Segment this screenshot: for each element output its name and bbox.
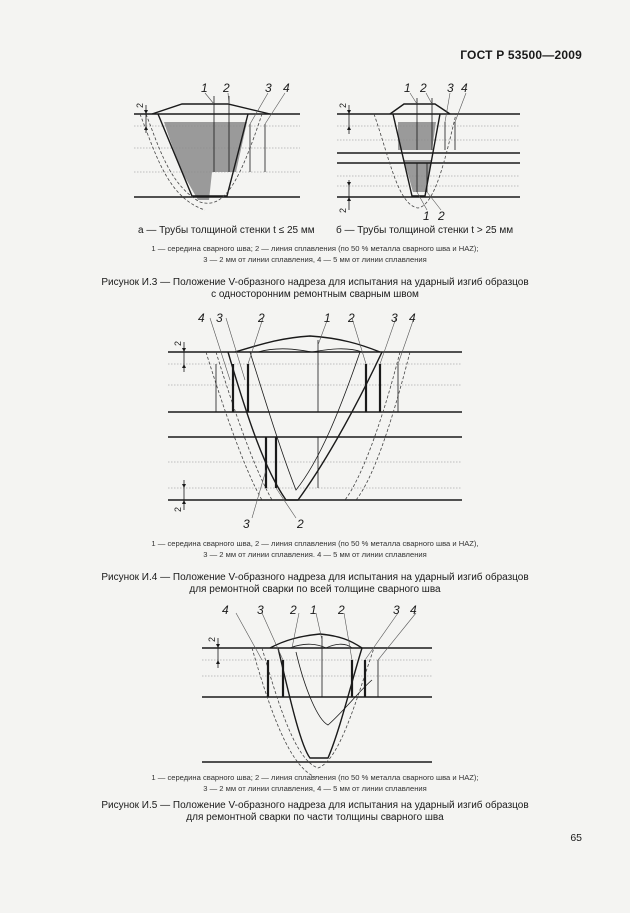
figure-3b-subtitle: б — Трубы толщиной стенки t > 25 мм xyxy=(336,225,514,236)
label-2-bottom: 2 xyxy=(297,517,304,531)
figure-5-diagram xyxy=(202,613,432,778)
label-3-right: 3 xyxy=(391,311,398,325)
label-1: 1 xyxy=(324,311,331,325)
label-3-bottom: 3 xyxy=(243,517,250,531)
label-2: 2 xyxy=(223,81,230,95)
label-3: 3 xyxy=(265,81,272,95)
standard-header: ГОСТ Р 53500—2009 xyxy=(460,48,582,62)
figure-4-caption-line1: Рисунок И.4 — Положение V-образного надреза для испытания на ударный изгиб образцов xyxy=(101,572,529,583)
figure-3-legend-line2: 3 — 2 мм от линии сплавления, 4 — 5 мм от линии сплавления xyxy=(203,255,427,264)
label-3: 3 xyxy=(447,81,454,95)
figure-3a-diagram xyxy=(134,93,300,210)
dim-2mm-bottom: 2 xyxy=(173,506,183,512)
label-2-left: 2 xyxy=(258,311,265,325)
figure-3-caption-line1: Рисунок И.3 — Положение V-образного надреза для испытания на ударный изгиб образцов xyxy=(101,277,529,288)
label-1: 1 xyxy=(310,603,317,617)
figure-4-caption-line2: для ремонтной сварки по всей толщине сварного шва xyxy=(189,584,441,595)
figure-5-legend-line2: 3 — 2 мм от линии сплавления, 4 — 5 мм от линии сплавления xyxy=(203,784,427,793)
label-4-right: 4 xyxy=(409,311,416,325)
label-4-left: 4 xyxy=(198,311,205,325)
label-2-bottom: 2 xyxy=(438,209,445,223)
figure-4-diagram xyxy=(168,318,462,518)
dim-2mm: 2 xyxy=(207,636,217,642)
label-2-right: 2 xyxy=(348,311,355,325)
figure-4-labels xyxy=(173,311,416,531)
label-3-left: 3 xyxy=(257,603,264,617)
figure-5-labels xyxy=(207,603,417,642)
label-2-left: 2 xyxy=(290,603,297,617)
label-1: 1 xyxy=(201,81,208,95)
label-4-right: 4 xyxy=(410,603,417,617)
figure-5-caption-line2: для ремонтной сварки по части толщины сварного шва xyxy=(186,812,444,823)
figure-3a-subtitle: а — Трубы толщиной стенки t ≤ 25 мм xyxy=(138,225,315,236)
label-1: 1 xyxy=(404,81,411,95)
figure-3-caption-line2: с односторонним ремонтным сварным швом xyxy=(211,289,419,300)
label-4-left: 4 xyxy=(222,603,229,617)
dim-2mm-bottom: 2 xyxy=(338,207,348,213)
figure-3-legend-line1: 1 — середина сварного шва; 2 — линия сплавления (по 50 % металла сварного шва и HAZ); xyxy=(151,244,479,253)
dim-2mm-top: 2 xyxy=(338,102,348,108)
figure-4-legend-line1: 1 — середина сварного шва, 2 — линия сплавления (по 50 % металла сварного шва и HAZ), xyxy=(151,539,479,548)
dim-2mm: 2 xyxy=(135,102,145,108)
label-4: 4 xyxy=(461,81,468,95)
dim-2mm-top: 2 xyxy=(173,340,183,346)
figure-4-legend-line2: 3 — 2 мм от линии сплавления. 4 — 5 мм от линии сплавления xyxy=(203,550,427,559)
figure-3b-diagram xyxy=(337,93,520,210)
page-number: 65 xyxy=(570,832,582,844)
label-2-right: 2 xyxy=(338,603,345,617)
figure-5-caption-line1: Рисунок И.5 — Положение V-образного надреза для испытания на ударный изгиб образцов xyxy=(101,800,529,811)
label-1-bottom: 1 xyxy=(423,209,430,223)
figure-5-legend-line1: 1 — середина сварного шва; 2 — линия сплавления (по 50 % металла сварного шва и HAZ); xyxy=(151,773,479,782)
label-3-left: 3 xyxy=(216,311,223,325)
label-3-right: 3 xyxy=(393,603,400,617)
label-4: 4 xyxy=(283,81,290,95)
label-2: 2 xyxy=(420,81,427,95)
